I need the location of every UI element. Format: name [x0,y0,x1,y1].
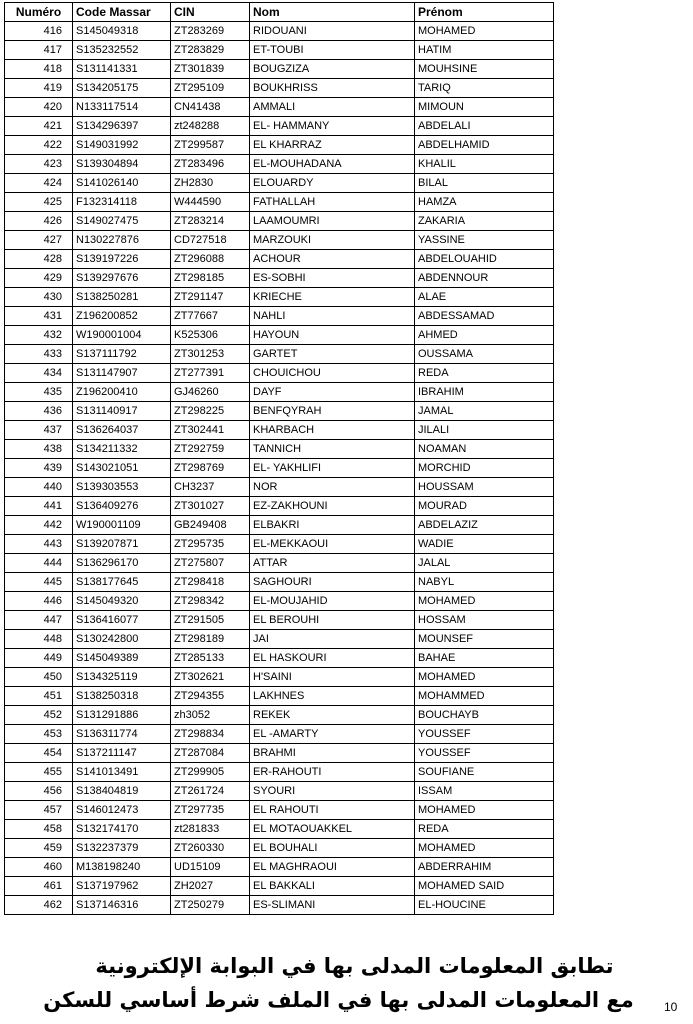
cell-code-massar: S138177645 [73,573,171,592]
cell-code-massar: S139207871 [73,535,171,554]
cell-prenom: MOURAD [415,497,554,516]
table-row [5,402,554,421]
cell-numero: 438 [5,440,73,459]
table-row [5,782,554,801]
cell-nom: ELOUARDY [250,174,415,193]
cell-code-massar: S131147907 [73,364,171,383]
cell-prenom: MOHAMED [415,668,554,687]
cell-prenom: MIMOUN [415,98,554,117]
cell-nom: FATHALLAH [250,193,415,212]
cell-cin: ZT294355 [171,687,250,706]
cell-numero: 446 [5,592,73,611]
table-row [5,497,554,516]
cell-nom: EL MOTAOUAKKEL [250,820,415,839]
cell-numero: 435 [5,383,73,402]
cell-cin: ZT287084 [171,744,250,763]
students-table-container [4,2,554,915]
cell-numero: 458 [5,820,73,839]
cell-code-massar: M138198240 [73,858,171,877]
header-numero: Numéro [5,3,73,22]
cell-cin: ZT298225 [171,402,250,421]
cell-numero: 450 [5,668,73,687]
cell-cin: K525306 [171,326,250,345]
table-row [5,383,554,402]
cell-cin: zt248288 [171,117,250,136]
table-row [5,801,554,820]
cell-cin: W444590 [171,193,250,212]
cell-prenom: MOHAMED [415,592,554,611]
cell-code-massar: S132174170 [73,820,171,839]
header-prenom: Prénom [415,3,554,22]
cell-cin: ZT77667 [171,307,250,326]
cell-nom: EL BAKKALI [250,877,415,896]
cell-nom: SYOURI [250,782,415,801]
cell-nom: EL BOUHALI [250,839,415,858]
cell-code-massar: S149031992 [73,136,171,155]
cell-cin: ZT297735 [171,801,250,820]
cell-cin: ZT298342 [171,592,250,611]
cell-cin: ZT302621 [171,668,250,687]
footer-notice-line-1: تطابق المعلومات المدلى بها في البوابة الإلكترونية [95,954,614,978]
table-row [5,516,554,535]
cell-prenom: BILAL [415,174,554,193]
cell-prenom: TARIQ [415,79,554,98]
cell-numero: 426 [5,212,73,231]
cell-code-massar: S137146316 [73,896,171,915]
header-code-massar: Code Massar [73,3,171,22]
cell-prenom: EL-HOUCINE [415,896,554,915]
cell-nom: EL-MOUHADANA [250,155,415,174]
table-row [5,136,554,155]
cell-code-massar: S139304894 [73,155,171,174]
table-row [5,478,554,497]
cell-numero: 424 [5,174,73,193]
cell-nom: REKEK [250,706,415,725]
cell-prenom: ABDENNOUR [415,269,554,288]
table-row [5,98,554,117]
table-row [5,41,554,60]
cell-nom: EL RAHOUTI [250,801,415,820]
table-row [5,117,554,136]
cell-numero: 461 [5,877,73,896]
cell-prenom: NOAMAN [415,440,554,459]
cell-numero: 448 [5,630,73,649]
header-nom: Nom [250,3,415,22]
cell-nom: KRIECHE [250,288,415,307]
cell-nom: ATTAR [250,554,415,573]
cell-numero: 459 [5,839,73,858]
cell-prenom: ABDELAZIZ [415,516,554,535]
cell-cin: ZH2830 [171,174,250,193]
cell-code-massar: S141013491 [73,763,171,782]
table-row [5,364,554,383]
cell-code-massar: S132237379 [73,839,171,858]
cell-nom: AMMALI [250,98,415,117]
cell-nom: LAAMOUMRI [250,212,415,231]
table-row [5,668,554,687]
cell-prenom: MOHAMED [415,839,554,858]
cell-nom: JAI [250,630,415,649]
cell-code-massar: S131141331 [73,60,171,79]
table-row [5,820,554,839]
cell-cin: ZT301027 [171,497,250,516]
cell-prenom: WADIE [415,535,554,554]
cell-cin: ZT291147 [171,288,250,307]
cell-nom: KHARBACH [250,421,415,440]
table-row [5,174,554,193]
cell-prenom: MOHAMED [415,22,554,41]
cell-code-massar: F132314118 [73,193,171,212]
cell-cin: ZT295109 [171,79,250,98]
table-row [5,307,554,326]
cell-code-massar: Z196200852 [73,307,171,326]
cell-nom: ES-SLIMANI [250,896,415,915]
cell-code-massar: W190001109 [73,516,171,535]
cell-prenom: NABYL [415,573,554,592]
cell-numero: 456 [5,782,73,801]
cell-prenom: REDA [415,820,554,839]
cell-numero: 437 [5,421,73,440]
cell-numero: 454 [5,744,73,763]
cell-code-massar: S137211147 [73,744,171,763]
table-row [5,421,554,440]
cell-cin: ZT283214 [171,212,250,231]
cell-numero: 425 [5,193,73,212]
cell-numero: 433 [5,345,73,364]
table-row [5,250,554,269]
table-row [5,763,554,782]
cell-cin: ZT299587 [171,136,250,155]
cell-numero: 421 [5,117,73,136]
cell-cin: ZT296088 [171,250,250,269]
cell-numero: 436 [5,402,73,421]
cell-prenom: YOUSSEF [415,744,554,763]
cell-code-massar: S136416077 [73,611,171,630]
cell-prenom: YOUSSEF [415,725,554,744]
cell-code-massar: S134325119 [73,668,171,687]
header-cin: CIN [171,3,250,22]
cell-prenom: BAHAE [415,649,554,668]
table-row [5,212,554,231]
cell-nom: EL-MOUJAHID [250,592,415,611]
cell-nom: LAKHNES [250,687,415,706]
cell-cin: GB249408 [171,516,250,535]
cell-prenom: YASSINE [415,231,554,250]
cell-cin: CN41438 [171,98,250,117]
cell-prenom: ISSAM [415,782,554,801]
table-row [5,535,554,554]
cell-code-massar: S134296397 [73,117,171,136]
cell-code-massar: S137197962 [73,877,171,896]
cell-code-massar: S131291886 [73,706,171,725]
table-row [5,839,554,858]
cell-prenom: ZAKARIA [415,212,554,231]
cell-prenom: MORCHID [415,459,554,478]
cell-prenom: IBRAHIM [415,383,554,402]
cell-numero: 430 [5,288,73,307]
cell-numero: 431 [5,307,73,326]
cell-numero: 419 [5,79,73,98]
table-row [5,725,554,744]
cell-code-massar: S139297676 [73,269,171,288]
cell-cin: ZT277391 [171,364,250,383]
cell-nom: BENFQYRAH [250,402,415,421]
cell-numero: 418 [5,60,73,79]
cell-prenom: MOUNSEF [415,630,554,649]
cell-prenom: ABDELHAMID [415,136,554,155]
table-row [5,687,554,706]
cell-code-massar: S139303553 [73,478,171,497]
table-row [5,269,554,288]
cell-numero: 455 [5,763,73,782]
cell-cin: ZT298418 [171,573,250,592]
table-header-row [5,3,554,22]
cell-numero: 416 [5,22,73,41]
cell-nom: EL -AMARTY [250,725,415,744]
cell-code-massar: S136264037 [73,421,171,440]
cell-numero: 429 [5,269,73,288]
cell-code-massar: S131140917 [73,402,171,421]
cell-nom: EL MAGHRAOUI [250,858,415,877]
cell-numero: 439 [5,459,73,478]
cell-cin: ZT298834 [171,725,250,744]
cell-nom: ELBAKRI [250,516,415,535]
cell-code-massar: S143021051 [73,459,171,478]
cell-code-massar: Z196200410 [73,383,171,402]
cell-cin: CD727518 [171,231,250,250]
cell-prenom: MOHAMMED [415,687,554,706]
table-row [5,231,554,250]
cell-nom: EZ-ZAKHOUNI [250,497,415,516]
cell-nom: ER-RAHOUTI [250,763,415,782]
cell-nom: NOR [250,478,415,497]
cell-cin: ZT283269 [171,22,250,41]
cell-numero: 422 [5,136,73,155]
cell-prenom: ABDELOUAHID [415,250,554,269]
cell-prenom: JAMAL [415,402,554,421]
cell-cin: ZH2027 [171,877,250,896]
table-row [5,79,554,98]
cell-cin: ZT298185 [171,269,250,288]
table-row [5,649,554,668]
footer-notice-line-2: مع المعلومات المدلى بها في الملف شرط أساسي للسكن [43,988,634,1012]
cell-prenom: AHMED [415,326,554,345]
cell-nom: CHOUICHOU [250,364,415,383]
table-row [5,155,554,174]
cell-numero: 444 [5,554,73,573]
cell-nom: DAYF [250,383,415,402]
cell-nom: GARTET [250,345,415,364]
cell-numero: 420 [5,98,73,117]
cell-code-massar: S138404819 [73,782,171,801]
cell-code-massar: S136311774 [73,725,171,744]
cell-cin: ZT302441 [171,421,250,440]
cell-code-massar: S145049320 [73,592,171,611]
cell-prenom: HOSSAM [415,611,554,630]
table-row [5,22,554,41]
cell-code-massar: S149027475 [73,212,171,231]
cell-cin: UD15109 [171,858,250,877]
cell-nom: RIDOUANI [250,22,415,41]
cell-nom: EL KHARRAZ [250,136,415,155]
cell-nom: EL BEROUHI [250,611,415,630]
cell-prenom: JALAL [415,554,554,573]
table-row [5,440,554,459]
cell-nom: BRAHMI [250,744,415,763]
cell-cin: ZT301253 [171,345,250,364]
cell-prenom: HAMZA [415,193,554,212]
cell-code-massar: S136409276 [73,497,171,516]
cell-nom: EL HASKOURI [250,649,415,668]
cell-numero: 462 [5,896,73,915]
cell-numero: 442 [5,516,73,535]
cell-code-massar: S136296170 [73,554,171,573]
table-row [5,554,554,573]
cell-nom: EL- YAKHLIFI [250,459,415,478]
cell-code-massar: S138250281 [73,288,171,307]
cell-numero: 428 [5,250,73,269]
cell-cin: ZT260330 [171,839,250,858]
cell-cin: ZT250279 [171,896,250,915]
cell-code-massar: S135232552 [73,41,171,60]
cell-cin: ZT291505 [171,611,250,630]
cell-numero: 449 [5,649,73,668]
table-row [5,877,554,896]
cell-nom: ACHOUR [250,250,415,269]
cell-code-massar: S139197226 [73,250,171,269]
cell-nom: ES-SOBHI [250,269,415,288]
cell-code-massar: S146012473 [73,801,171,820]
cell-numero: 457 [5,801,73,820]
cell-prenom: ALAE [415,288,554,307]
cell-code-massar: N133117514 [73,98,171,117]
cell-numero: 460 [5,858,73,877]
cell-prenom: BOUCHAYB [415,706,554,725]
cell-numero: 427 [5,231,73,250]
cell-prenom: HATIM [415,41,554,60]
cell-numero: 453 [5,725,73,744]
cell-numero: 423 [5,155,73,174]
cell-code-massar: S145049389 [73,649,171,668]
table-row [5,896,554,915]
cell-prenom: ABDESSAMAD [415,307,554,326]
table-row [5,744,554,763]
cell-prenom: KHALIL [415,155,554,174]
table-row [5,630,554,649]
cell-numero: 434 [5,364,73,383]
cell-nom: EL- HAMMANY [250,117,415,136]
table-row [5,706,554,725]
cell-numero: 452 [5,706,73,725]
cell-nom: BOUGZIZA [250,60,415,79]
cell-prenom: OUSSAMA [415,345,554,364]
cell-cin: ZT301839 [171,60,250,79]
cell-cin: ZT275807 [171,554,250,573]
cell-numero: 447 [5,611,73,630]
table-row [5,193,554,212]
cell-numero: 445 [5,573,73,592]
table-row [5,345,554,364]
cell-cin: zh3052 [171,706,250,725]
cell-nom: ET-TOUBI [250,41,415,60]
cell-cin: GJ46260 [171,383,250,402]
cell-nom: HAYOUN [250,326,415,345]
cell-cin: ZT292759 [171,440,250,459]
cell-cin: zt281833 [171,820,250,839]
cell-code-massar: N130227876 [73,231,171,250]
cell-prenom: MOUHSINE [415,60,554,79]
cell-code-massar: S130242800 [73,630,171,649]
cell-nom: SAGHOURI [250,573,415,592]
cell-cin: ZT298769 [171,459,250,478]
cell-cin: CH3237 [171,478,250,497]
cell-nom: MARZOUKI [250,231,415,250]
table-row [5,611,554,630]
table-row [5,573,554,592]
table-row [5,60,554,79]
cell-cin: ZT295735 [171,535,250,554]
cell-code-massar: S134211332 [73,440,171,459]
cell-numero: 432 [5,326,73,345]
table-row [5,459,554,478]
cell-code-massar: S137111792 [73,345,171,364]
cell-code-massar: S141026140 [73,174,171,193]
cell-numero: 417 [5,41,73,60]
cell-prenom: JILALI [415,421,554,440]
table-row [5,288,554,307]
cell-cin: ZT285133 [171,649,250,668]
page-number: 10 [664,1000,678,1014]
cell-nom: TANNICH [250,440,415,459]
table-body [5,22,554,915]
cell-prenom: REDA [415,364,554,383]
cell-cin: ZT261724 [171,782,250,801]
cell-code-massar: S138250318 [73,687,171,706]
cell-prenom: SOUFIANE [415,763,554,782]
students-table [4,2,554,915]
cell-prenom: ABDELALI [415,117,554,136]
table-row [5,592,554,611]
cell-cin: ZT283829 [171,41,250,60]
table-row [5,326,554,345]
cell-cin: ZT298189 [171,630,250,649]
cell-code-massar: S134205175 [73,79,171,98]
cell-prenom: ABDERRAHIM [415,858,554,877]
cell-prenom: MOHAMED SAID [415,877,554,896]
cell-nom: NAHLI [250,307,415,326]
cell-nom: EL-MEKKAOUI [250,535,415,554]
cell-numero: 451 [5,687,73,706]
cell-code-massar: W190001004 [73,326,171,345]
table-row [5,858,554,877]
cell-nom: H'SAINI [250,668,415,687]
cell-code-massar: S145049318 [73,22,171,41]
cell-prenom: HOUSSAM [415,478,554,497]
cell-numero: 440 [5,478,73,497]
cell-cin: ZT299905 [171,763,250,782]
cell-prenom: MOHAMED [415,801,554,820]
cell-numero: 443 [5,535,73,554]
cell-numero: 441 [5,497,73,516]
cell-cin: ZT283496 [171,155,250,174]
cell-nom: BOUKHRISS [250,79,415,98]
